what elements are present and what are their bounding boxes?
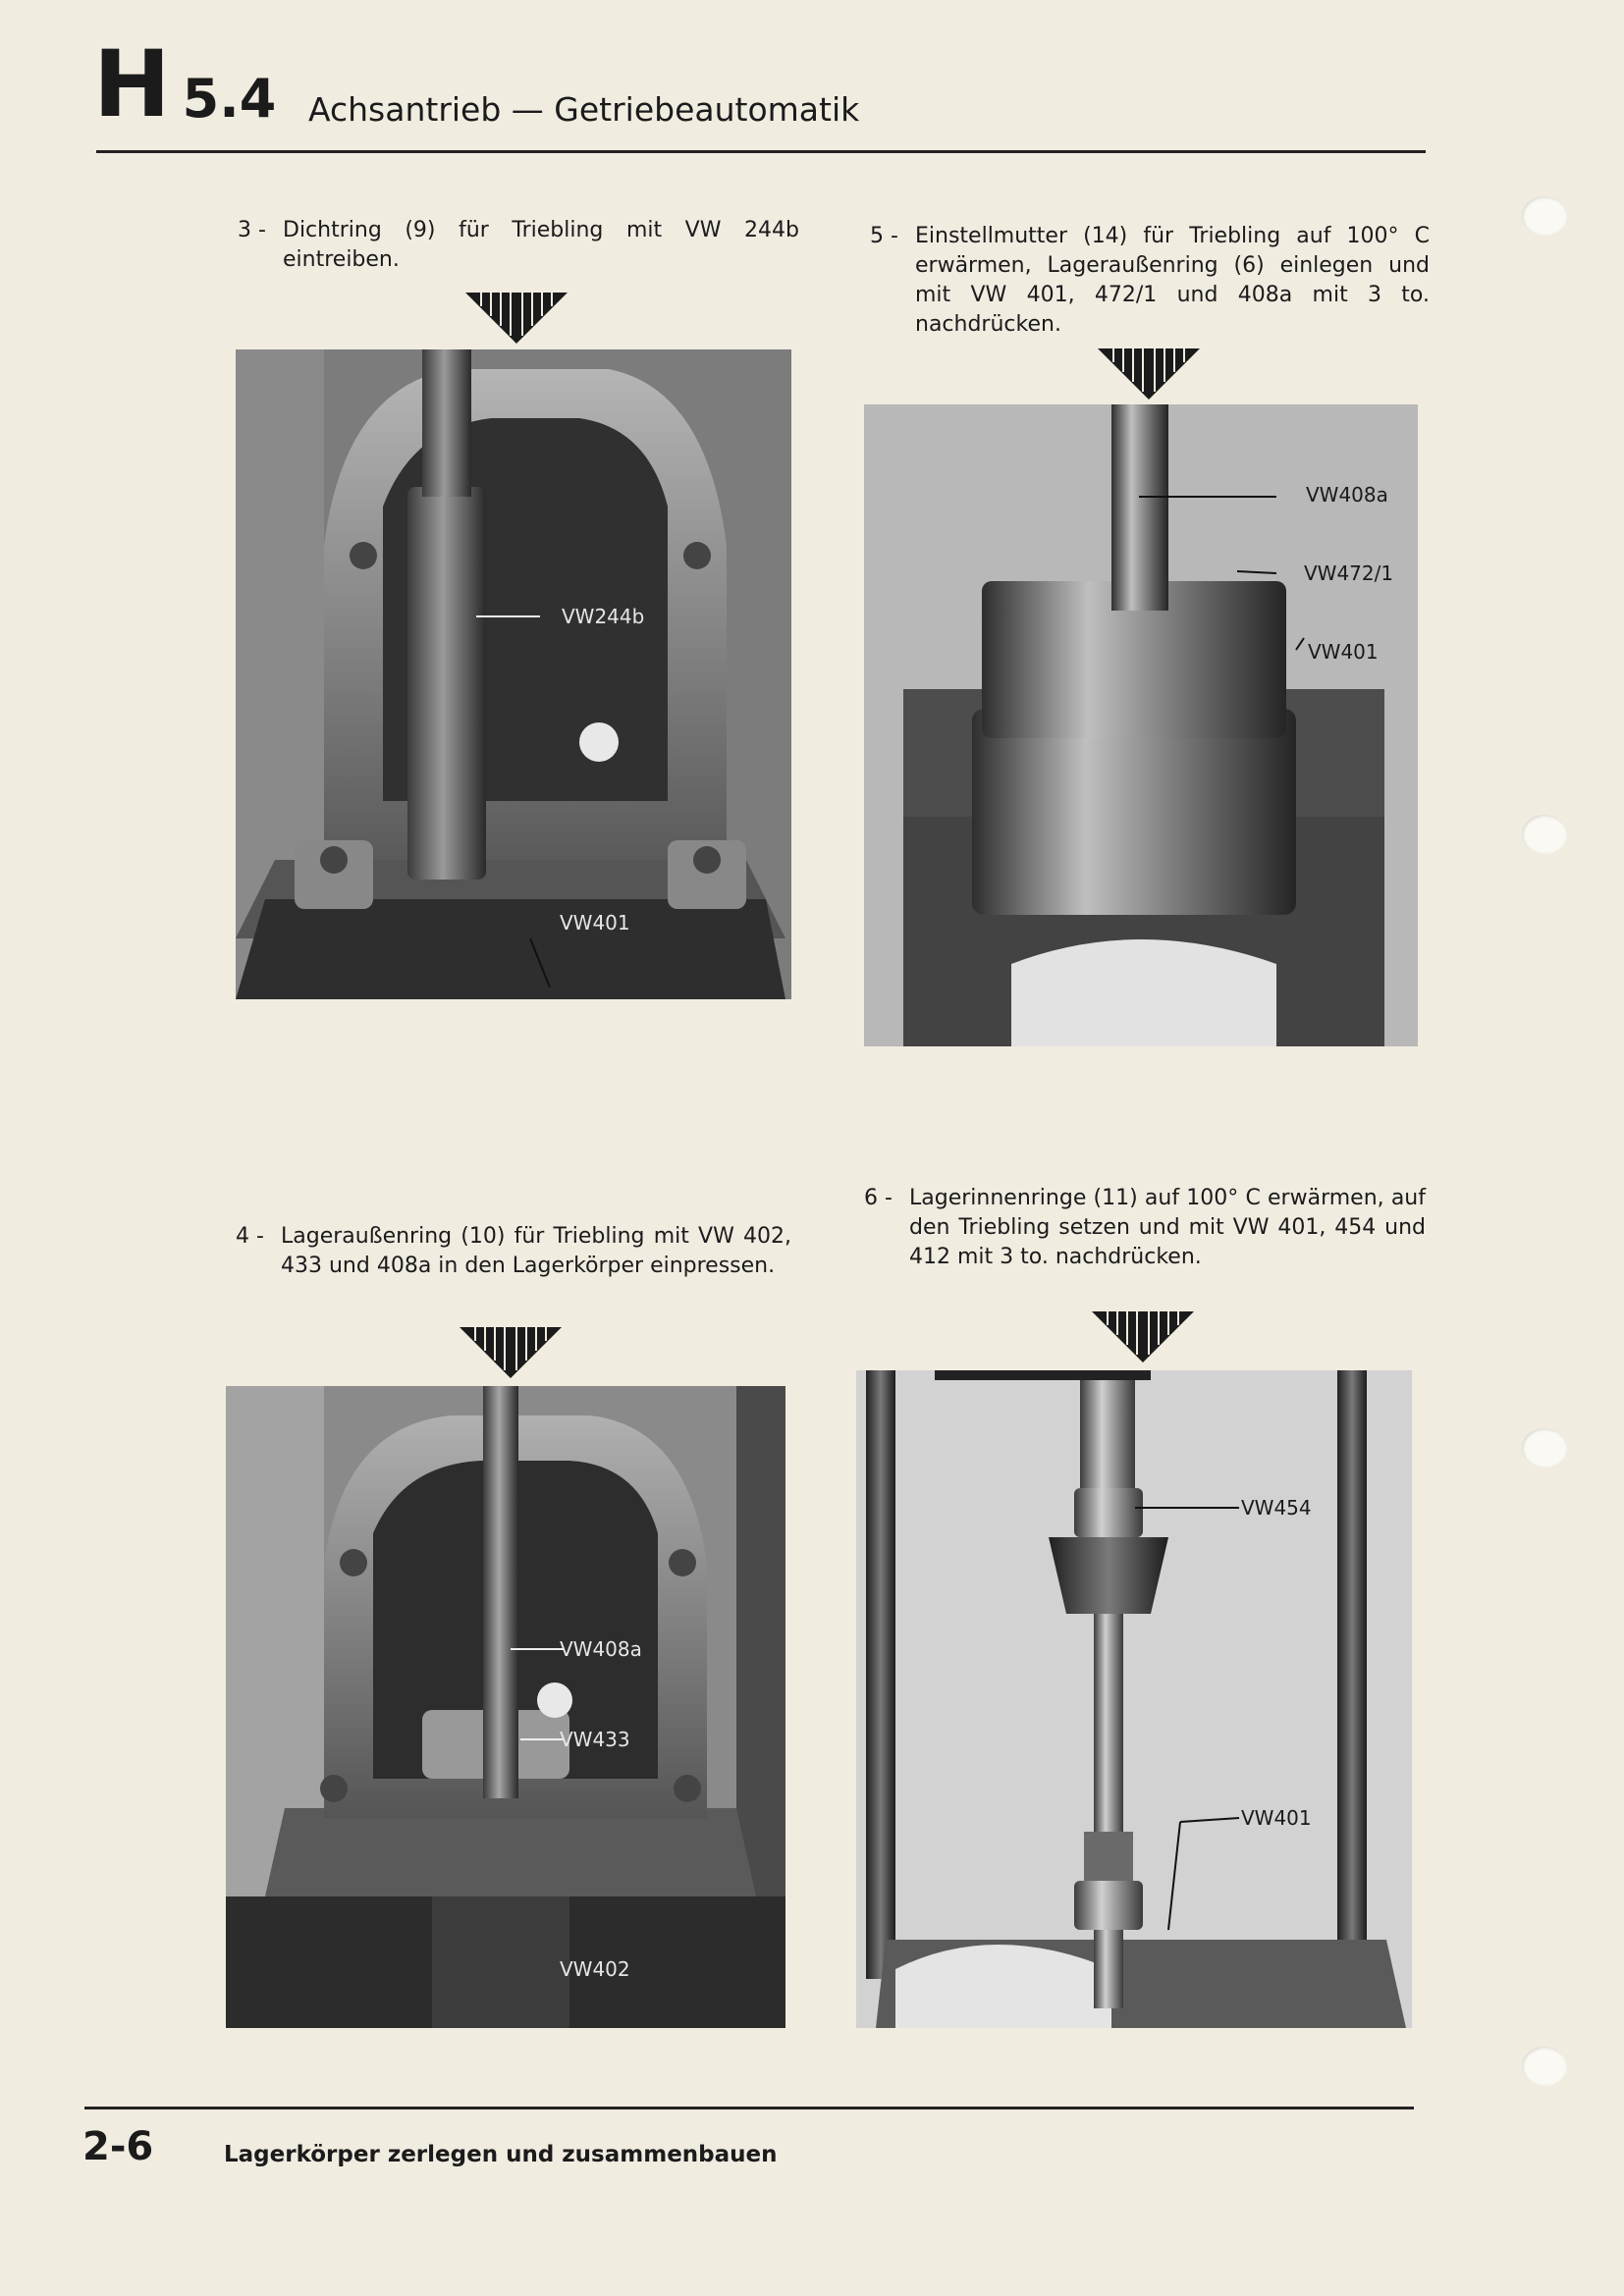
tool-label: VW408a bbox=[560, 1637, 642, 1661]
punch-hole bbox=[1522, 2047, 1567, 2086]
bearing-housing-press-illustration bbox=[226, 1386, 785, 2028]
step-4-text bbox=[236, 1222, 791, 1281]
down-arrow-icon bbox=[1098, 348, 1200, 400]
down-arrow-icon bbox=[465, 293, 568, 344]
tool-label: VW401 bbox=[560, 911, 630, 934]
step-description: Dichtring (9) für Triebling mit VW 244b eintreiben. bbox=[283, 218, 799, 272]
step-number: 6 - bbox=[864, 1186, 893, 1210]
step-6-text bbox=[864, 1184, 1426, 1272]
section-letter: H bbox=[93, 31, 169, 138]
tool-label: VW408a bbox=[1306, 483, 1388, 507]
tool-label: VW472/1 bbox=[1304, 561, 1394, 585]
photo-step-6 bbox=[856, 1370, 1412, 2028]
photo-step-3 bbox=[236, 349, 791, 999]
page-number: 2-6 bbox=[82, 2124, 154, 2169]
header-rule bbox=[96, 150, 1426, 153]
punch-hole bbox=[1522, 815, 1567, 854]
step-number: 3 - bbox=[238, 218, 266, 242]
section-title: Achsantrieb — Getriebeautomatik bbox=[308, 90, 860, 129]
footer-rule bbox=[84, 2107, 1414, 2109]
tool-label: VW433 bbox=[560, 1728, 630, 1751]
step-description: Lageraußenring (10) für Triebling mit VW 402, 433 und 408a in den Lagerkörper einpressen. bbox=[281, 1224, 791, 1278]
footer-title: Lagerkörper zerlegen und zusammenbauen bbox=[224, 2142, 778, 2167]
photo-step-5 bbox=[864, 404, 1418, 1046]
bearing-housing-illustration bbox=[236, 349, 791, 999]
punch-hole bbox=[1522, 196, 1567, 236]
tool-label: VW401 bbox=[1308, 640, 1379, 664]
section-number: 5.4 bbox=[182, 68, 277, 130]
tool-label: VW244b bbox=[562, 605, 645, 628]
step-number: 4 - bbox=[236, 1224, 264, 1249]
pinion-press-illustration bbox=[856, 1370, 1412, 2028]
step-3-text bbox=[238, 216, 799, 275]
down-arrow-icon bbox=[460, 1327, 562, 1378]
step-description: Einstellmutter (14) für Triebling auf 100° C erwärmen, Lageraußenring (6) einlegen und mit VW 401, 472/1 und 408a mit 3 to. nachdrücken. bbox=[915, 224, 1430, 337]
down-arrow-icon bbox=[1092, 1311, 1194, 1362]
step-description: Lagerinnenringe (11) auf 100° C erwärmen, auf den Triebling setzen und mit VW 401, 454 und 412 mit 3 to. nachdrücken. bbox=[909, 1186, 1426, 1269]
section-code bbox=[93, 31, 277, 138]
step-5-text bbox=[870, 222, 1430, 340]
tool-label: VW402 bbox=[560, 1957, 630, 1981]
step-number: 5 - bbox=[870, 224, 898, 248]
punch-hole bbox=[1522, 1428, 1567, 1468]
photo-step-4 bbox=[226, 1386, 785, 2028]
tool-label: VW454 bbox=[1241, 1496, 1312, 1520]
tool-label: VW401 bbox=[1241, 1806, 1312, 1830]
